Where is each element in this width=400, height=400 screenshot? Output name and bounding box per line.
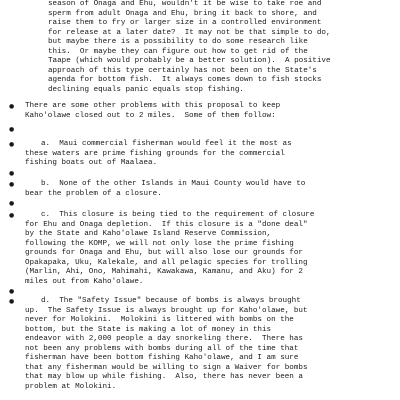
paragraph-line: c. This closure is being tied to the requirement of closure — [41, 211, 315, 219]
paragraph-line: miles out from Kaho'olawe. — [25, 277, 144, 286]
paragraph-line: agenda for bottom fish. It always comes down to fish stocks — [48, 76, 322, 84]
paragraph-line: a. Maui commercial fisherman would feel it the most as — [41, 140, 292, 148]
paragraph-line: (Marlin, Ahi, Ono, Mahimahi, Kawakawa, Kamanu, and Aku) for 2 — [25, 268, 303, 276]
paragraph-line: problem at Molokini. — [25, 382, 117, 391]
paragraph-line: up. The Safety Issue is always brought up for Kaho'olawe, but — [25, 306, 308, 315]
bullet-icon: ● — [9, 212, 15, 219]
bullet-icon: ● — [9, 181, 15, 188]
paragraph-line: b. None of the other Islands in Maui County would have to — [41, 180, 306, 188]
bullet-icon: ● — [9, 288, 15, 295]
paragraph-line: grounds for Onaga and Ehu, but will also lose our grounds for — [25, 249, 303, 257]
paragraph-line: but maybe there is a possibility to do some research like — [48, 38, 308, 46]
paragraph-line: approach of this type certainly has not been on the State's — [48, 66, 317, 75]
paragraph-line: that any fisherman would be willing to sign a Waiver for bombs — [25, 363, 308, 372]
paragraph-line: fisherman have been bottom fishing Kaho'olawe, and I am sure — [25, 354, 299, 362]
paragraph-line: declining equals panic equals stop fishing. — [48, 85, 244, 94]
paragraph-line: these waters are prime fishing grounds for the commercial — [25, 149, 285, 158]
paragraph-line: bottom, but the State is making a lot of money in this — [25, 325, 272, 334]
bullet-icon: ● — [9, 103, 15, 110]
bullet-icon: ● — [9, 298, 15, 305]
paragraph-line: for Ehu and Onaga depletion. If this closure is a "done deal" — [25, 220, 308, 229]
paragraph-line: There are some other problems with this proposal to keep — [25, 102, 281, 110]
paragraph-line: for release at a later date? It may not be that simple to do, — [48, 28, 331, 37]
paragraph-line: Kaho'olawe closed out to 2 miles. Some of them follow: — [25, 111, 276, 120]
paragraph-line: Taape (which would probably be a better solution). A positive — [48, 57, 331, 65]
bullet-icon: ● — [9, 126, 15, 133]
paragraph-line: sperm from adult Onaga and Ehu, bring it back to shore, and — [48, 9, 317, 18]
paragraph-line: not been any problems with bombs during all of the time that — [25, 344, 299, 353]
paragraph-line: fishing boats out of Maalaea. — [25, 159, 158, 167]
paragraph-line: by the State and Kaho'olawe Island Reserve Commission, — [25, 230, 272, 238]
bullet-icon: ● — [9, 170, 15, 177]
paragraph-line: raise them to fry or larger size in a controlled environment — [48, 19, 322, 27]
paragraph-line: season of Onaga and Ehu, wouldn't it be wise to take roe and — [48, 0, 322, 8]
paragraph-line: d. The "Safety Issue" because of bombs is always brought — [41, 297, 301, 305]
paragraph-line: following the KOMP, we will not only lose the prime fishing — [25, 239, 294, 248]
bullet-icon: ● — [9, 141, 15, 148]
paragraph-line: that may blow up while fishing. Also, there has never been a — [25, 373, 303, 381]
paragraph-line: this. Or maybe they can figure out how to get rid of the — [48, 47, 308, 56]
paragraph-line: bear the problem of a closure. — [25, 189, 162, 198]
paragraph-line: never for Molokini. Molokini is littered with bombs on the — [25, 316, 294, 324]
bullet-icon: ● — [9, 200, 15, 207]
paragraph-line: Opakapaka, Uku, Kalekale, and all pelagic species for trolling — [25, 258, 308, 267]
paragraph-line: endeavor with 2,000 people a day snorkeling there. There has — [25, 335, 303, 343]
